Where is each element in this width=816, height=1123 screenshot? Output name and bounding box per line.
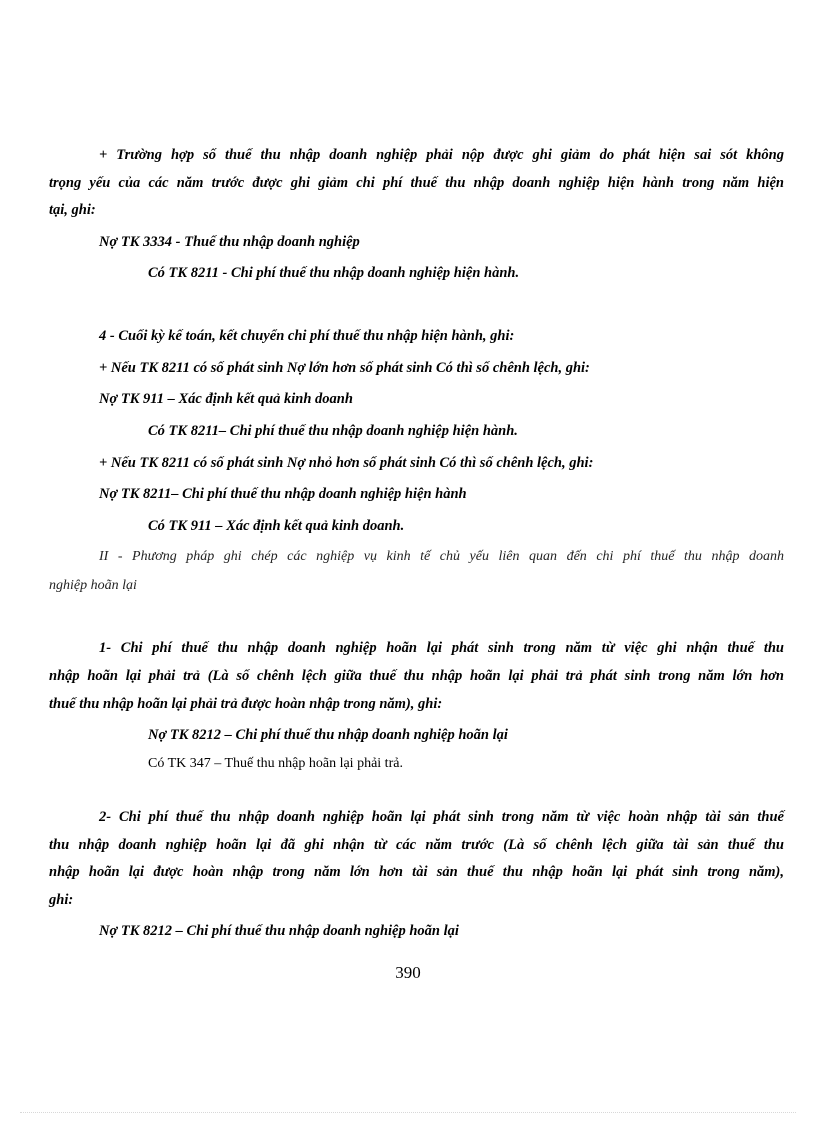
paragraph-line: thuế thu nhập hoãn lại phải trả được hoàn nhập trong năm), ghi: [49,696,443,712]
paragraph-line: + Nếu TK 8211 có số phát sinh Nợ nhỏ hơn số phát sinh Có thì số chênh lệch, ghi: [99,455,594,471]
paragraph-line: ghi: [49,892,74,908]
debit-entry: Nợ TK 8212 – Chi phí thuế thu nhập doanh nghiệp hoãn lại [148,727,508,743]
debit-entry: Nợ TK 8212 – Chi phí thuế thu nhập doanh nghiệp hoãn lại [99,923,459,939]
section-heading: nghiệp hoãn lại [49,578,137,593]
footer-divider [20,1112,796,1113]
paragraph-line: 2- Chi phí thuế thu nhập doanh nghiệp hoãn lại phát sinh trong năm từ việc hoàn nhập tài sản thuế [99,809,784,825]
section-heading: II - Phương pháp ghi chép các nghiệp vụ kinh tế chủ yếu liên quan đến chi phí thuế thu nhập doanh [99,549,784,564]
paragraph-line: nhập hoãn lại phải trả (Là số chênh lệch giữa thuế thu nhập hoãn lại phải trả phát sinh trong năm lớn hơn [49,668,784,684]
paragraph-line: tại, ghi: [49,202,96,218]
debit-entry: Nợ TK 911 – Xác định kết quả kinh doanh [99,391,353,407]
paragraph-line: + Trường hợp số thuế thu nhập doanh nghiệp phải nộp được ghi giảm do phát hiện sai sót không [99,147,784,163]
credit-entry: Có TK 8211– Chi phí thuế thu nhập doanh nghiệp hiện hành. [148,423,518,439]
debit-entry: Nợ TK 3334 - Thuế thu nhập doanh nghiệp [99,234,360,250]
credit-entry: Có TK 8211 - Chi phí thuế thu nhập doanh nghiệp hiện hành. [148,265,520,281]
paragraph-line: + Nếu TK 8211 có số phát sinh Nợ lớn hơn số phát sinh Có thì số chênh lệch, ghi: [99,360,590,376]
paragraph-line: nhập hoãn lại được hoàn nhập trong năm lớn hơn tài sản thuế thu nhập hoãn lại phát sinh trong năm), [49,864,784,880]
credit-entry: Có TK 911 – Xác định kết quả kinh doanh. [148,518,405,534]
paragraph-line: thu nhập doanh nghiệp hoãn lại đã ghi nhận từ các năm trước (Là số chênh lệch giữa tài sản thuế thu [49,837,784,853]
paragraph-line: trọng yếu của các năm trước được ghi giảm chi phí thuế thu nhập doanh nghiệp hiện hành trong năm hiện [49,175,784,191]
page-number: 390 [395,963,421,982]
paragraph-line: 1- Chi phí thuế thu nhập doanh nghiệp hoãn lại phát sinh trong năm từ việc ghi nhận thuế thu [99,640,784,656]
section-heading: 4 - Cuối kỳ kế toán, kết chuyển chi phí thuế thu nhập hiện hành, ghi: [99,328,515,344]
debit-entry: Nợ TK 8211– Chi phí thuế thu nhập doanh nghiệp hiện hành [99,486,467,502]
credit-entry: Có TK 347 – Thuế thu nhập hoãn lại phải trả. [148,756,403,771]
